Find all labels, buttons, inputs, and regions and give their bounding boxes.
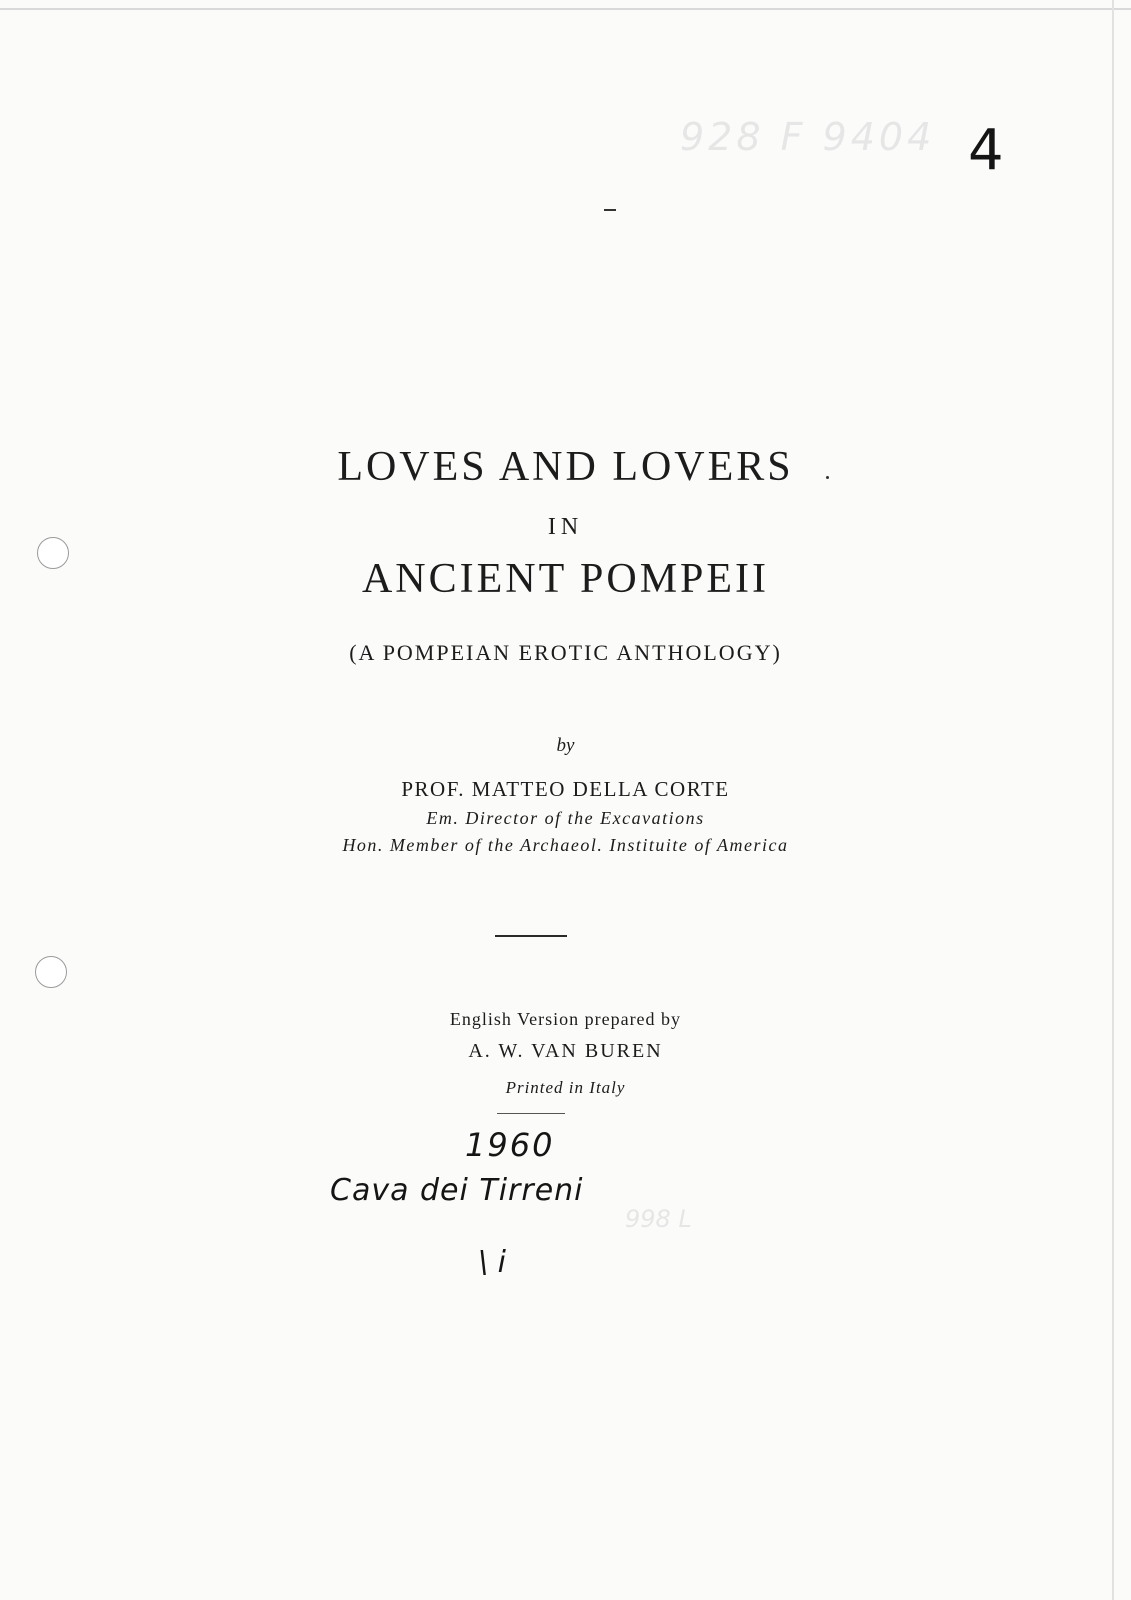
subtitle: (A POMPEIAN EROTIC ANTHOLOGY) — [349, 640, 782, 665]
english-version-line: English Version prepared by — [449, 1009, 682, 1029]
by-line: by — [556, 735, 575, 756]
handwritten-mark: \ i — [478, 1245, 506, 1280]
separator-rule-small — [497, 1113, 565, 1114]
title-line-3: ANCIENT POMPEII — [361, 556, 770, 602]
faint-pencil-note-top: 928 F 9404 — [680, 115, 936, 159]
title-line-2: IN — [547, 514, 584, 540]
printed-in-line: Printed in Italy — [505, 1078, 626, 1097]
author-role-2: Hon. Member of the Archaeol. Instituite of America — [342, 835, 789, 855]
handwritten-publisher-note: Cava dei Tirreni — [330, 1173, 584, 1208]
separator-rule — [495, 935, 567, 937]
author-name: PROF. MATTEO DELLA CORTE — [401, 777, 730, 801]
handwritten-page-number: 4 — [968, 118, 1004, 183]
title-line-1: LOVES AND LOVERS — [337, 444, 794, 490]
author-role-1: Em. Director of the Excavations — [426, 808, 705, 828]
page-top-edge — [0, 8, 1131, 10]
ink-speck — [604, 209, 616, 211]
translator-name: A. W. VAN BUREN — [468, 1040, 663, 1062]
handwritten-year: 1960 — [465, 1126, 555, 1164]
punch-hole-lower — [35, 956, 67, 988]
faint-pencil-note-bottom: 998 L — [625, 1205, 692, 1233]
